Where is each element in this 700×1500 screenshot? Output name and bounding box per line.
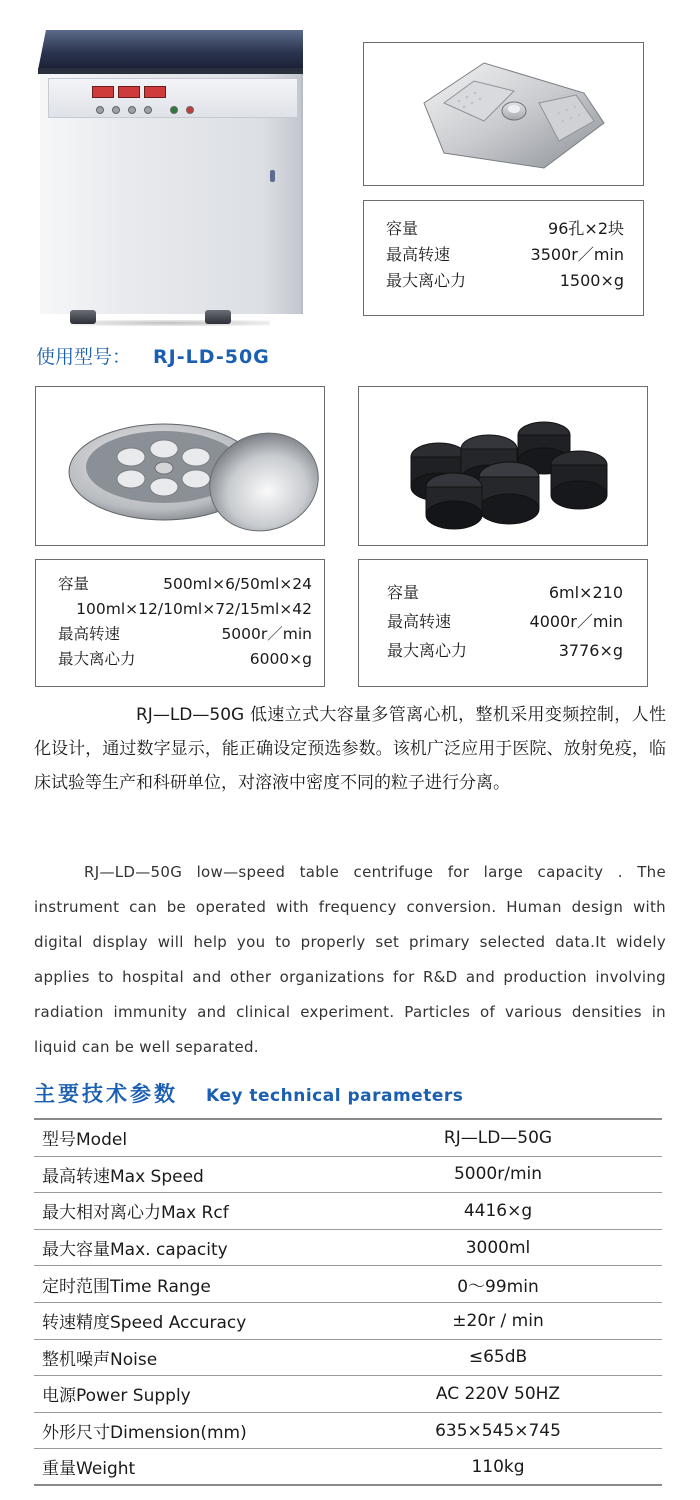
params-table [34, 1118, 662, 1486]
param-value: RJ—LD—50G [443, 1127, 553, 1148]
param-name: 最高转速Max Speed [42, 1166, 204, 1187]
param-value: 635×545×745 [435, 1420, 561, 1441]
param-name: 转速精度Speed Accuracy [42, 1313, 247, 1334]
bucket-rotor-frame [358, 386, 648, 546]
param-name: 最大容量Max. capacity [42, 1240, 228, 1261]
spec-row [58, 597, 312, 622]
params-title-cn: 主要技术参数 [34, 1082, 178, 1106]
table-row [34, 1230, 662, 1267]
table-row [34, 1193, 662, 1230]
spec-label: 最高转速 [386, 245, 451, 264]
spec-row [58, 622, 312, 647]
spec-row [58, 647, 312, 672]
machine-lid [38, 30, 303, 70]
param-value: 0～99min [457, 1276, 539, 1297]
machine-foot [205, 310, 231, 324]
param-value: 4416×g [463, 1200, 533, 1221]
param-value: ≤65dB [468, 1347, 528, 1368]
model-heading [36, 342, 270, 369]
machine-shadow [70, 320, 270, 326]
spec-label: 最高转速 [387, 612, 452, 631]
machine-button [144, 106, 152, 114]
spec-label: 最大离心力 [387, 641, 468, 660]
bucket-rotor-spec-box [358, 559, 648, 687]
param-name: 外形尺寸Dimension(mm) [42, 1423, 247, 1444]
spec-row [386, 242, 624, 268]
spec-value: 500ml×6/50ml×24 [163, 575, 312, 593]
spec-row [387, 607, 623, 636]
machine-display [92, 86, 114, 98]
model-value: RJ-LD-50G [153, 346, 270, 368]
machine-button [186, 106, 194, 114]
bucket-rotor-spec-list [387, 578, 623, 665]
spec-row [58, 572, 312, 597]
spec-value: 3776×g [558, 641, 623, 660]
machine-latch [270, 170, 275, 182]
bucket-rotor-image [359, 387, 647, 545]
param-name: 电源Power Supply [42, 1386, 191, 1407]
table-row [34, 1120, 662, 1157]
spec-label: 容量 [387, 583, 420, 602]
machine-button [96, 106, 104, 114]
machine-display [118, 86, 140, 98]
spec-row [386, 216, 624, 242]
microplate-rotor-image [364, 43, 643, 185]
swing-rotor-spec-box [35, 559, 325, 687]
spec-label: 容量 [386, 219, 419, 238]
param-name: 定时范围Time Range [42, 1276, 211, 1297]
params-heading [34, 1078, 463, 1108]
spec-value: 5000r／min [221, 625, 312, 643]
spec-label: 最大离心力 [58, 650, 136, 668]
table-row [34, 1413, 662, 1450]
param-value: 3000ml [465, 1237, 531, 1258]
table-row [34, 1449, 662, 1486]
spec-value: 6000×g [249, 650, 312, 668]
spec-row [387, 636, 623, 665]
table-row [34, 1266, 662, 1303]
spec-label: 最大离心力 [386, 271, 467, 290]
description-english: RJ—LD—50G low—speed table centrifuge for large capacity . The instrument can be operated with frequency conversion. Human design with digital display will help you to properly set primary selected data.It widely applies to hospital and other organizations for R&D and production involving radiation immunity and clinical experiment. Particles of various densities in liquid can be well separated. [34, 863, 666, 1056]
table-row [34, 1303, 662, 1340]
swing-rotor-image [36, 387, 324, 545]
param-name: 重量Weight [42, 1459, 136, 1480]
spec-value: 1500×g [559, 271, 624, 290]
machine-button [128, 106, 136, 114]
params-title-en: Key technical parameters [206, 1086, 464, 1106]
machine-button [170, 106, 178, 114]
param-name: 型号Model [42, 1130, 128, 1151]
spec-label: 最高转速 [58, 625, 121, 643]
machine-display [144, 86, 166, 98]
spec-value: 3500r／min [530, 245, 624, 264]
spec-value: 4000r／min [529, 612, 623, 631]
swing-rotor-spec-list [58, 572, 312, 672]
swing-rotor-frame [35, 386, 325, 546]
machine-button [112, 106, 120, 114]
microplate-rotor-frame [363, 42, 644, 186]
microplate-spec-box [363, 200, 644, 316]
spec-value: 6ml×210 [548, 583, 623, 602]
param-value: 110kg [471, 1456, 525, 1477]
spec-row [386, 268, 624, 294]
table-row [34, 1157, 662, 1194]
param-value: 5000r/min [453, 1164, 543, 1185]
param-value: ±20r / min [452, 1310, 544, 1331]
machine-foot [70, 310, 96, 324]
spec-row [387, 578, 623, 607]
table-row [34, 1376, 662, 1413]
param-name: 最大相对离心力Max Rcf [42, 1203, 229, 1224]
spec-value: 96孔×2块 [548, 219, 624, 238]
centrifuge-machine-image [30, 20, 310, 335]
spec-value: 100ml×12/10ml×72/15ml×42 [76, 600, 312, 618]
spec-label: 容量 [58, 575, 90, 593]
param-name: 整机噪声Noise [42, 1349, 158, 1370]
microplate-spec-list [386, 216, 624, 294]
model-label: 使用型号： [36, 346, 132, 368]
param-value: AC 220V 50HZ [435, 1383, 561, 1404]
table-row [34, 1340, 662, 1377]
description-chinese: RJ—LD—50G 低速立式大容量多管离心机，整机采用变频控制，人性化设计，通过数字显示，能正确设定预选参数。该机广泛应用于医院、放射免疫，临床试验等生产和科研单位，对溶液中密度不同的粒子进行分离。 [34, 705, 666, 793]
